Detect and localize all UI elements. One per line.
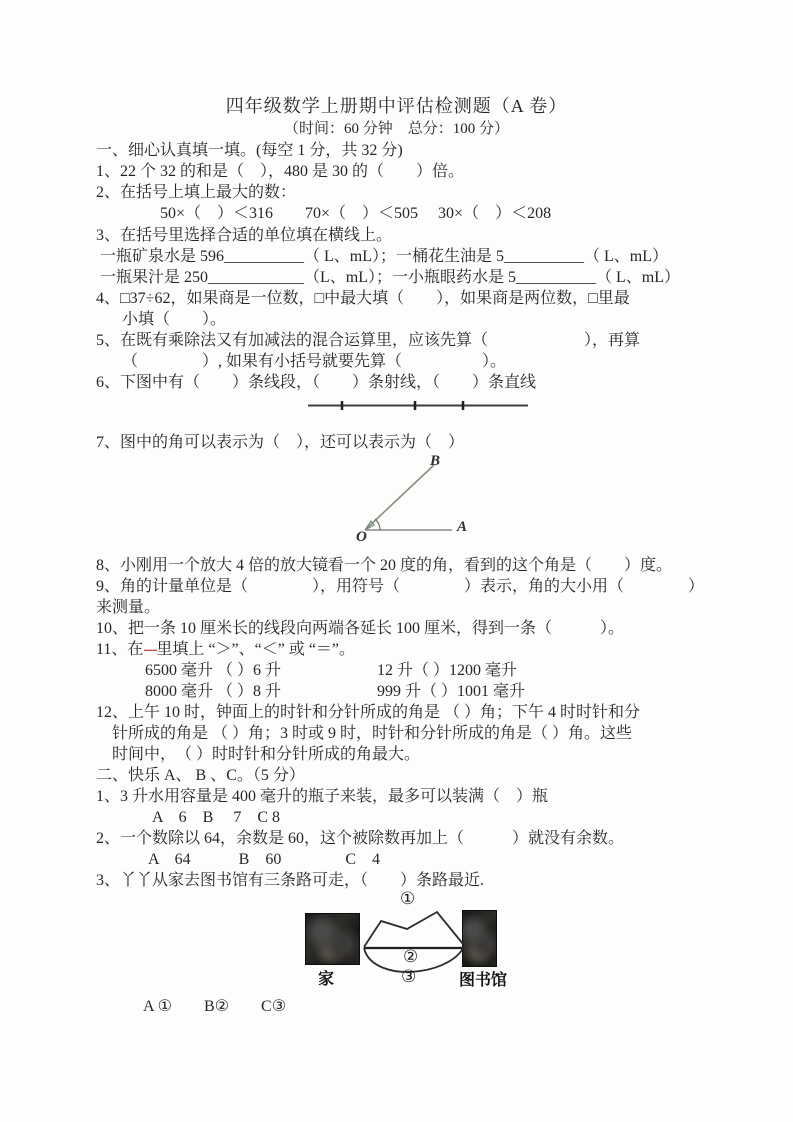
- q3-line2: 一瓶果汁是 250____________（L、mL）；一小瓶眼药水是 5__________（ L、mL）: [100, 269, 680, 286]
- s2-q2-options: A 64 B 60 C 4: [148, 851, 381, 868]
- s2-q3-text: 3、丫丫从家去图书馆有三条路可走，（ ）条路最近.: [96, 872, 485, 889]
- q11-row1-col2: 12 升（ ）1200 毫升: [377, 662, 518, 679]
- q9-line1: 9、角的计量单位是（ ），用符号（ ）表示，角的大小用（ ）: [96, 578, 705, 595]
- q7-text: 7、图中的角可以表示为（ ），还可以表示为（ ）: [96, 434, 465, 451]
- section2-heading: 二、快乐 A、 B 、C。（5 分）: [96, 767, 305, 784]
- q11-row2: [145, 682, 525, 701]
- library-label: 图书馆: [459, 972, 508, 989]
- routes-drawing: [300, 888, 560, 993]
- routes-figure: [300, 888, 560, 993]
- route1-number: ①: [400, 889, 416, 908]
- q3-line1: 一瓶矿泉水是 596__________（ L、mL）；一桶花生油是 5__________（ L、mL）: [100, 248, 668, 265]
- page-subtitle: （时间：60 分钟 总分：100 分）: [283, 121, 509, 137]
- q7-angle-figure: [330, 453, 500, 551]
- q5-line1: 5、在既有乘除法又有加减法的混合运算里，应该先算（ ），再算: [96, 332, 641, 349]
- q5-line2: （ ）, 如果有小括号就要先算（ ）。: [122, 353, 507, 370]
- route3-number: ③: [401, 967, 417, 986]
- q4-line2: 小填（ ）。: [122, 311, 227, 328]
- angle-b-label: B: [430, 453, 441, 469]
- q11-suffix: 里填上 “＞”、“＜” 或 “＝”。: [156, 641, 356, 658]
- q11-red-dashes: ---: [143, 641, 157, 658]
- angle-a-label: A: [457, 519, 468, 535]
- q12-line1: 12、上午 10 时，钟面上的时针和分针所成的角是 （ ）角；下午 4 时时针和分: [96, 704, 641, 721]
- q10-text: 10、把一条 10 厘米长的线段向两端各延长 100 厘米，得到一条（ ）。: [96, 620, 625, 637]
- q9-line2: 来测量。: [96, 599, 161, 616]
- q8-text: 8、小刚用一个放大 4 倍的放大镜看一个 20 度的角，看到的这个角是（ ）度。: [96, 557, 673, 574]
- home-label: 家: [318, 971, 335, 988]
- q1-text: 1、22 个 32 的和是（ ），480 是 30 的（ ）倍。: [96, 163, 465, 180]
- route2-number: ②: [403, 947, 419, 966]
- q6-text: 6、下图中有（ ）条线段，（ ）条射线，（ ）条直线: [96, 374, 537, 391]
- s2-q3-options: A ① B② C③: [143, 998, 287, 1015]
- page-title: 四年级数学上册期中评估检测题（A 卷）: [225, 96, 568, 116]
- q11-row1: [145, 661, 517, 680]
- q11-row1-col1: 6500 毫升 （ ）6 升: [145, 662, 282, 679]
- section1-heading: 一、细心认真填一填。(每空 1 分，共 32 分): [96, 142, 403, 159]
- q2-row: 50×（ ）＜316 70×（ ）＜505 30×（ ）＜208: [160, 205, 552, 222]
- q4-line1: 4、□37÷62，如果商是一位数，□中最大填（ ），如果商是两位数，□里最: [96, 290, 630, 307]
- q6-line-figure: [96, 396, 707, 416]
- q11-row2-col1: 8000 毫升 （ ）8 升: [145, 683, 282, 700]
- segments-line-drawing: [96, 396, 707, 416]
- q2-text: 2、在括号上填上最大的数：: [96, 184, 297, 201]
- s2-q1-text: 1、3 升水用容量是 400 毫升的瓶子来装，最多可以装满（ ）瓶: [96, 788, 549, 805]
- q12-line3: 时间中， （ ）时时针和分针所成的角最大。: [112, 746, 421, 763]
- q11-text: [96, 640, 355, 659]
- q11-row2-col2: 999 升（ ）1001 毫升: [377, 683, 526, 700]
- s2-q1-options: A 6 B 7 C 8: [152, 809, 281, 826]
- s2-q2-text: 2、一个数除以 64，余数是 60，这个被除数再加上（ ）就没有余数。: [96, 830, 625, 847]
- q12-line2: 针所成的角是 （ ）角；3 时或 9 时，时针和分针所成的角是（ ）角。这些: [112, 725, 633, 742]
- q3-text: 3、在括号里选择合适的单位填在横线上。: [96, 227, 393, 244]
- q11-prefix: 11、在: [96, 641, 144, 658]
- angle-vertex-label: O: [356, 529, 367, 545]
